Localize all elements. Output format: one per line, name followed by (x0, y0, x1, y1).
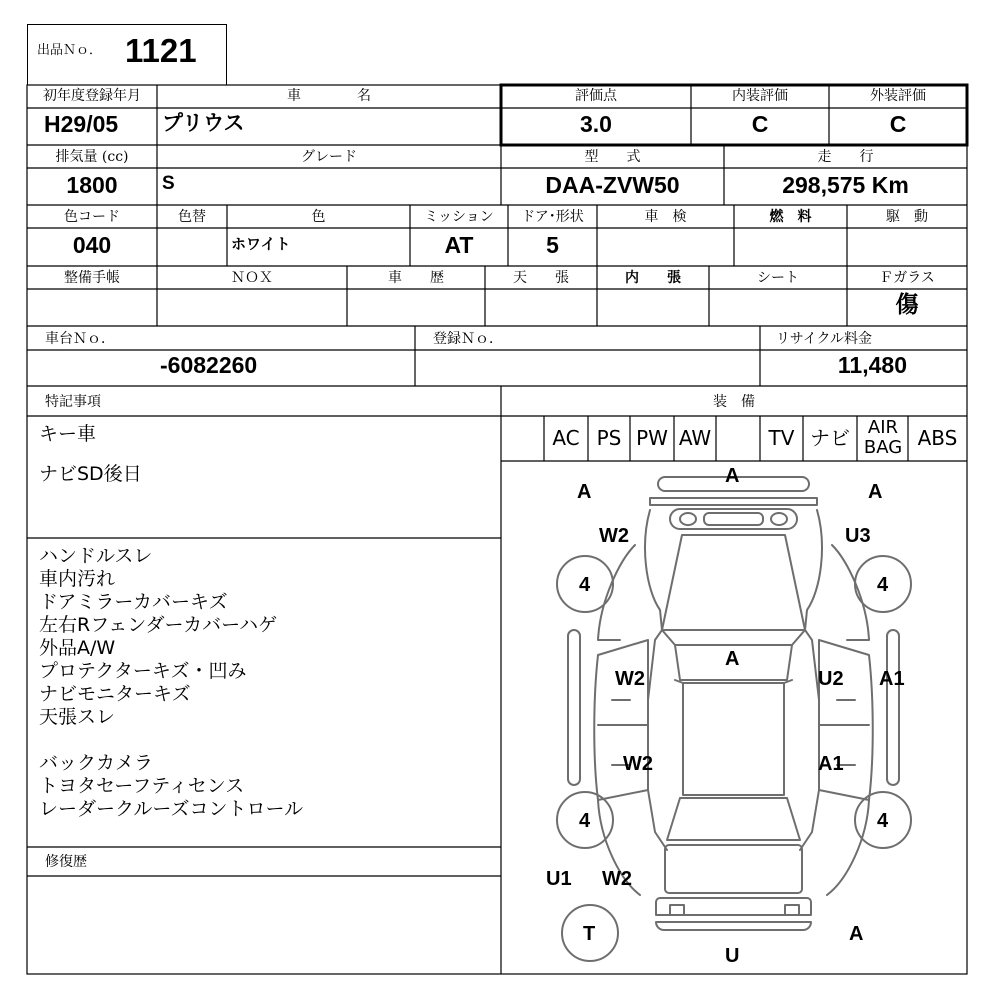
note-line: レーダークルーズコントロール (39, 798, 304, 820)
color-change-label: 色替 (178, 209, 206, 225)
doors-label: ドア･形状 (521, 209, 584, 225)
displacement-label: 排気量 (cc) (55, 149, 129, 165)
registration-number-label: 登録Ｎｏ． (433, 331, 503, 347)
mileage: 298,575 Km (782, 172, 909, 198)
transmission-label: ミッション (424, 209, 494, 225)
lot-number: 1121 (125, 32, 197, 69)
annotation-tire-rear-right: 4 (877, 810, 889, 832)
equipment-navi: ナビ (810, 426, 850, 450)
score: 3.0 (580, 111, 612, 137)
note-line: バックカメラ (39, 752, 154, 774)
displacement: 1800 (66, 172, 118, 198)
annotation-front-left-corner: A (577, 481, 592, 503)
mileage-label: 走 行 (817, 149, 874, 165)
color-code-label: 色コード (64, 209, 120, 225)
interior-grade: C (751, 111, 769, 137)
special-notes-label: 特記事項 (45, 394, 101, 410)
front-glass: 傷 (895, 291, 919, 318)
equipment-airbag: AIR BAG (863, 417, 903, 458)
car-name-label: 車 名 (287, 88, 371, 104)
interior-trim-label: 内 張 (625, 270, 681, 286)
grade-label: グレード (301, 149, 357, 165)
annotation-right-rear-door: A1 (818, 753, 844, 775)
note-line: プロテクターキズ・凹み (39, 660, 247, 682)
color: ホワイト (231, 235, 291, 253)
annotation-rear-right-corner: A (849, 923, 864, 945)
seat-label: シート (757, 270, 799, 286)
equipment-ps: PS (596, 426, 622, 450)
note-line: ドアミラーカバーキズ (39, 591, 228, 613)
recycle-fee-label: リサイクル料金 (776, 331, 873, 347)
note-line: 外品A/W (39, 637, 116, 659)
annotation-front-right-corner: A (868, 481, 883, 503)
doors: 5 (546, 232, 559, 258)
chassis-number: -6082260 (160, 352, 258, 378)
chassis-number-label: 車台Ｎｏ． (45, 331, 115, 347)
first-registration: H29/05 (44, 111, 119, 137)
lot-number-label: 出品Ｎｏ． (37, 43, 103, 58)
color-code: 040 (72, 232, 112, 258)
note-top-1: キー車 (39, 423, 97, 445)
model: DAA-ZVW50 (545, 172, 680, 198)
note-line: ハンドルスレ (39, 545, 153, 567)
annotation-rear-bumper: U (725, 945, 740, 967)
annotation-right-step: A1 (879, 668, 905, 690)
first-registration-label: 初年度登録年月 (43, 88, 141, 104)
note-line: 天張スレ (39, 706, 116, 728)
roof-lining-label: 天 張 (513, 270, 569, 286)
exterior-grade-label: 外装評価 (870, 88, 926, 104)
exterior-grade: C (889, 111, 907, 137)
grade: S (162, 173, 175, 194)
drive-label: 駆 動 (886, 209, 928, 225)
equipment-ac: AC (552, 426, 580, 450)
annotation-left-front-fender: W2 (599, 525, 629, 547)
color-label: 色 (311, 209, 326, 225)
maintenance-record-label: 整備手帳 (64, 270, 120, 286)
annotation-right-front-fender: U3 (845, 525, 871, 547)
equipment-aw: AW (678, 426, 712, 450)
front-glass-label: Ｆガラス (879, 270, 935, 286)
annotation-front-bumper: A (725, 465, 740, 487)
equipment-tv: TV (768, 426, 795, 450)
annotation-left-front-door: W2 (615, 668, 645, 690)
nox-label: ＮＯＸ (231, 270, 273, 286)
note-line: ナビモニターキズ (39, 683, 191, 705)
annotation-right-front-door: U2 (818, 668, 844, 690)
annotation-left-rear-fender-u: U1 (546, 868, 572, 890)
note-line: 左右Rフェンダーカバーハゲ (39, 614, 278, 636)
vehicle-history-label: 車 歴 (388, 270, 444, 286)
repair-history-label: 修復歴 (45, 854, 87, 870)
equipment-label: 装 備 (713, 394, 755, 410)
score-label: 評価点 (575, 88, 617, 104)
interior-grade-label: 内装評価 (732, 88, 788, 104)
equipment-pw: PW (636, 426, 668, 450)
annotation-left-rear-door: W2 (623, 753, 653, 775)
recycle-fee: 11,480 (837, 352, 907, 378)
note-line: トヨタセーフティセンス (39, 775, 245, 797)
note-top-2: ナビSD後日 (39, 463, 142, 485)
inspection-label: 車 検 (644, 209, 687, 225)
car-name: プリウス (162, 111, 245, 135)
equipment-abs: ABS (917, 426, 958, 450)
fuel-label: 燃 料 (769, 209, 812, 225)
annotation-tire-front-left: 4 (579, 574, 591, 596)
annotation-roof: A (725, 648, 740, 670)
annotation-left-rear-fender-w: W2 (602, 868, 632, 890)
annotation-tire-rear-left: 4 (579, 810, 591, 832)
note-line: 車内汚れ (39, 568, 116, 590)
annotation-spare-tire: T (583, 923, 596, 945)
transmission: AT (444, 232, 474, 258)
model-label: 型 式 (584, 149, 641, 165)
annotation-tire-front-right: 4 (877, 574, 889, 596)
